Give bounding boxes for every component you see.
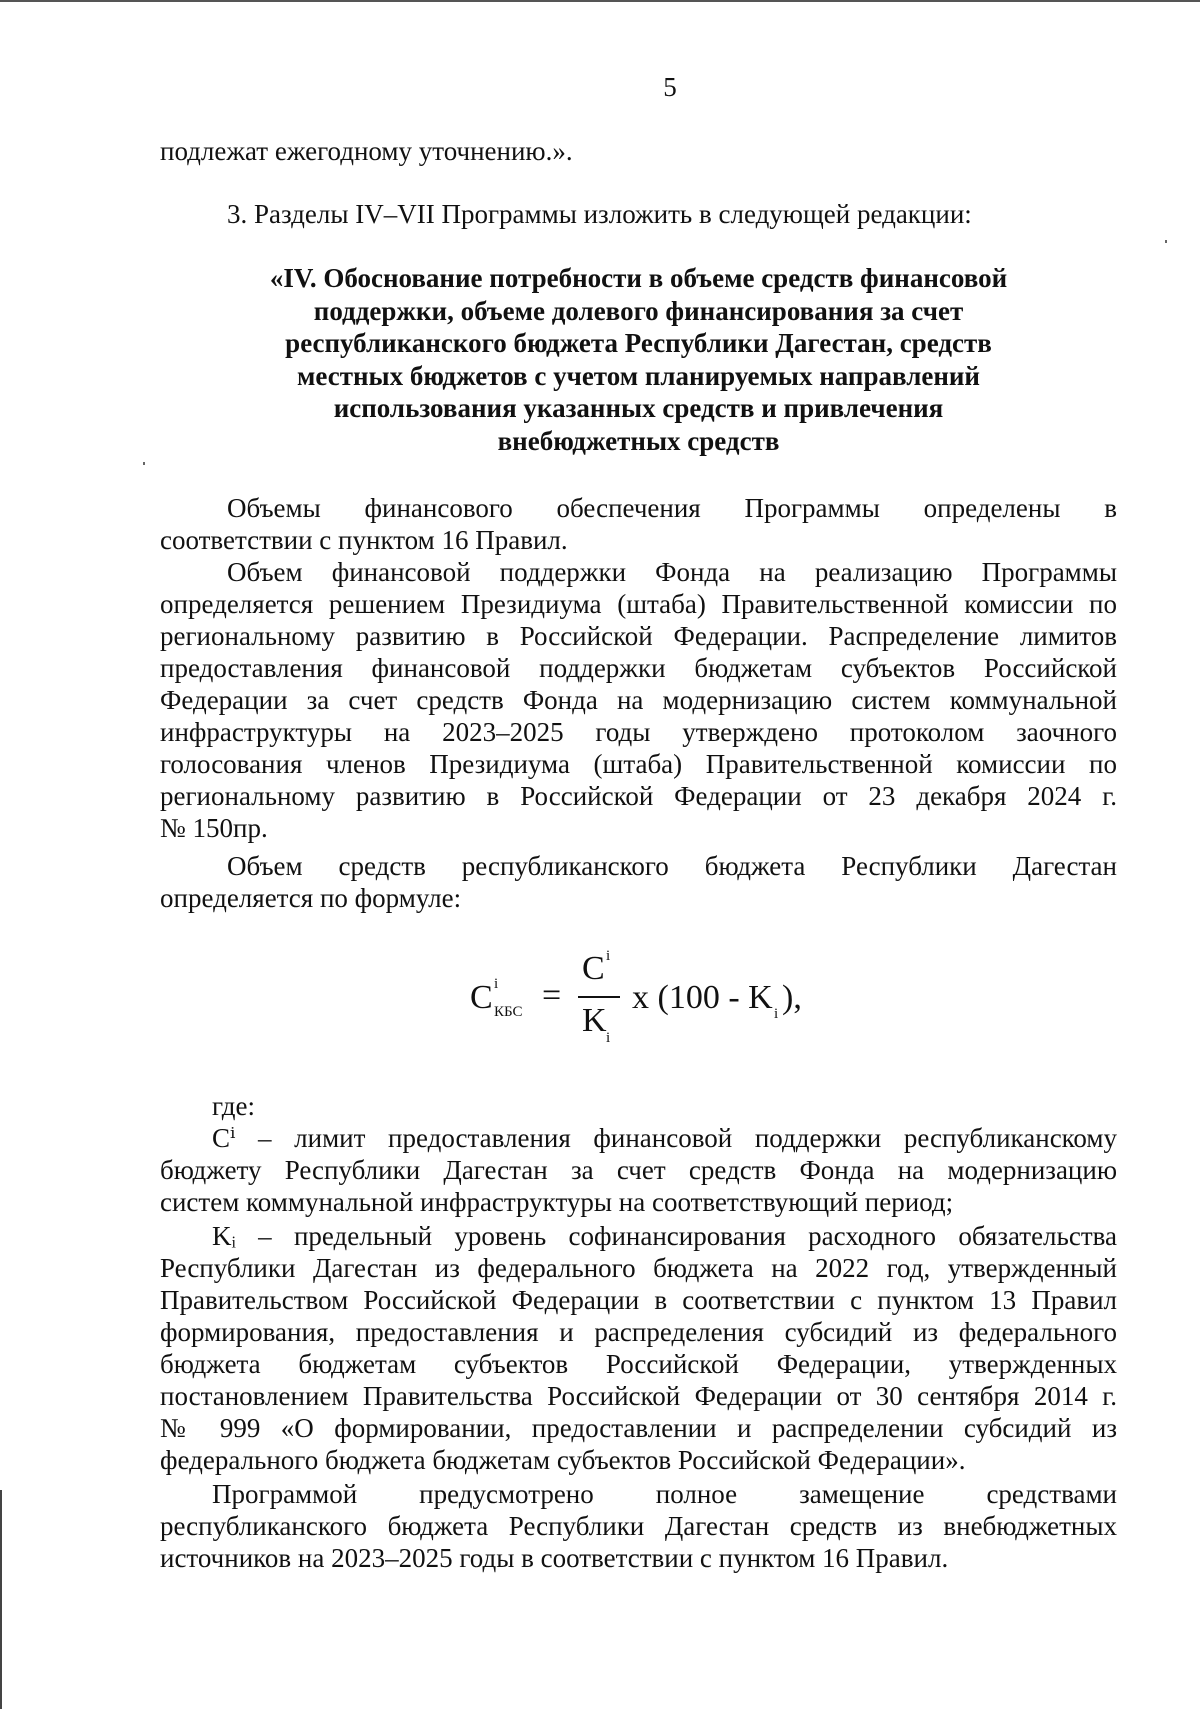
para2-line: региональному развитию в Российской Федерации. Распределение лимитов [160, 621, 1117, 651]
formula-denominator-k: K [582, 1002, 607, 1039]
formula-denominator-sub: i [606, 1030, 611, 1046]
def-k-line: Kᵢ – предельный уровень софинансирования расходного обязательства [212, 1221, 1117, 1251]
def-c-line: бюджету Республики Дагестан за счет средств Фонда на модернизацию [160, 1155, 1117, 1185]
heading-line: поддержки, объеме долевого финансирования за счет [313, 295, 964, 326]
para2-line: инфраструктуры на 2023–2025 годы утверждено протоколом заочного [160, 717, 1117, 747]
formula-numerator-c: C [582, 950, 605, 987]
cofinancing-formula [470, 950, 830, 1050]
scan-speck [1165, 240, 1167, 243]
intro-line: подлежат ежегодному уточнению.». [160, 136, 573, 166]
page-number: 5 [663, 72, 677, 102]
heading-line: «IV. Обоснование потребности в объеме средств финансовой [269, 263, 1008, 293]
formula-lhs-sup: i [494, 976, 499, 992]
formula-rhs: x (100 - K [632, 979, 773, 1016]
para2-line: Федерации за счет средств Фонда на модернизацию систем коммунальной [160, 685, 1117, 715]
scan-top-edge [0, 0, 1200, 2]
formula-lhs-sub: КБС [494, 1004, 523, 1020]
heading-line: внебюджетных средств [497, 425, 780, 456]
formula-equals: = [542, 977, 562, 1014]
scan-speck [143, 462, 145, 465]
def-c-line: Cⁱ – лимит предоставления финансовой поддержки республиканскому [212, 1123, 1117, 1153]
para2-line: предоставления финансовой поддержки бюджетам субъектов Российской [160, 653, 1117, 683]
para2-line: определяется решением Президиума (штаба) Правительственной комиссии по [160, 589, 1117, 619]
para2-line: голосования членов Президиума (штаба) Правительственной комиссии по [160, 749, 1117, 779]
heading-line: республиканского бюджета Республики Дагестан, средств [285, 328, 992, 358]
para3-line: определяется по формуле: [160, 883, 462, 913]
formula-rhs-close: ), [782, 979, 802, 1016]
para1-line: соответствии с пунктом 16 Правил. [160, 525, 568, 555]
where-label: где: [212, 1091, 255, 1121]
def-k-line: федерального бюджета бюджетам субъектов Российской Федерации». [160, 1445, 966, 1475]
final-para-line: источников на 2023–2025 годы в соответствии с пунктом 16 Правил. [160, 1543, 949, 1573]
def-k-line: № 999 «О формировании, предоставлении и распределении субсидий из [160, 1413, 1117, 1443]
para2-line: региональному развитию в Российской Федерации от 23 декабря 2024 г. [160, 781, 1117, 811]
formula-fraction-bar [578, 996, 620, 998]
heading-line: использования указанных средств и привлечения [333, 393, 944, 423]
formula-rhs-sub: i [774, 1006, 779, 1022]
heading-line: местных бюджетов с учетом планируемых направлений [297, 360, 980, 391]
def-c-line: систем коммунальной инфраструктуры на соответствующий период; [160, 1187, 954, 1217]
scan-left-edge-mark [0, 1490, 2, 1709]
formula-lhs-c: C [470, 979, 493, 1016]
para3-line: Объем средств республиканского бюджета Республики Дагестан [227, 851, 1117, 881]
def-k-line: Республики Дагестан из федерального бюджета на 2022 год, утвержденный [160, 1253, 1117, 1283]
final-para-line: республиканского бюджета Республики Дагестан средств из внебюджетных [160, 1511, 1117, 1541]
para1-line: Объемы финансового обеспечения Программы определены в [227, 493, 1117, 523]
def-k-line: формирования, предоставления и распределения субсидий из федерального [160, 1317, 1117, 1347]
def-k-line: бюджета бюджетам субъектов Российской Федерации, утвержденных [160, 1349, 1117, 1379]
section-heading [160, 262, 1117, 457]
formula-numerator-sup: i [606, 948, 611, 964]
para2-line: № 150пр. [160, 813, 268, 843]
def-k-line: Правительством Российской Федерации в соответствии с пунктом 13 Правил [160, 1285, 1117, 1315]
item-3-line: 3. Разделы IV–VII Программы изложить в следующей редакции: [227, 199, 972, 229]
final-para-line: Программой предусмотрено полное замещение средствами [212, 1479, 1117, 1509]
def-k-line: постановлением Правительства Российской Федерации от 30 сентября 2014 г. [160, 1381, 1117, 1411]
para2-line: Объем финансовой поддержки Фонда на реализацию Программы [227, 557, 1117, 587]
